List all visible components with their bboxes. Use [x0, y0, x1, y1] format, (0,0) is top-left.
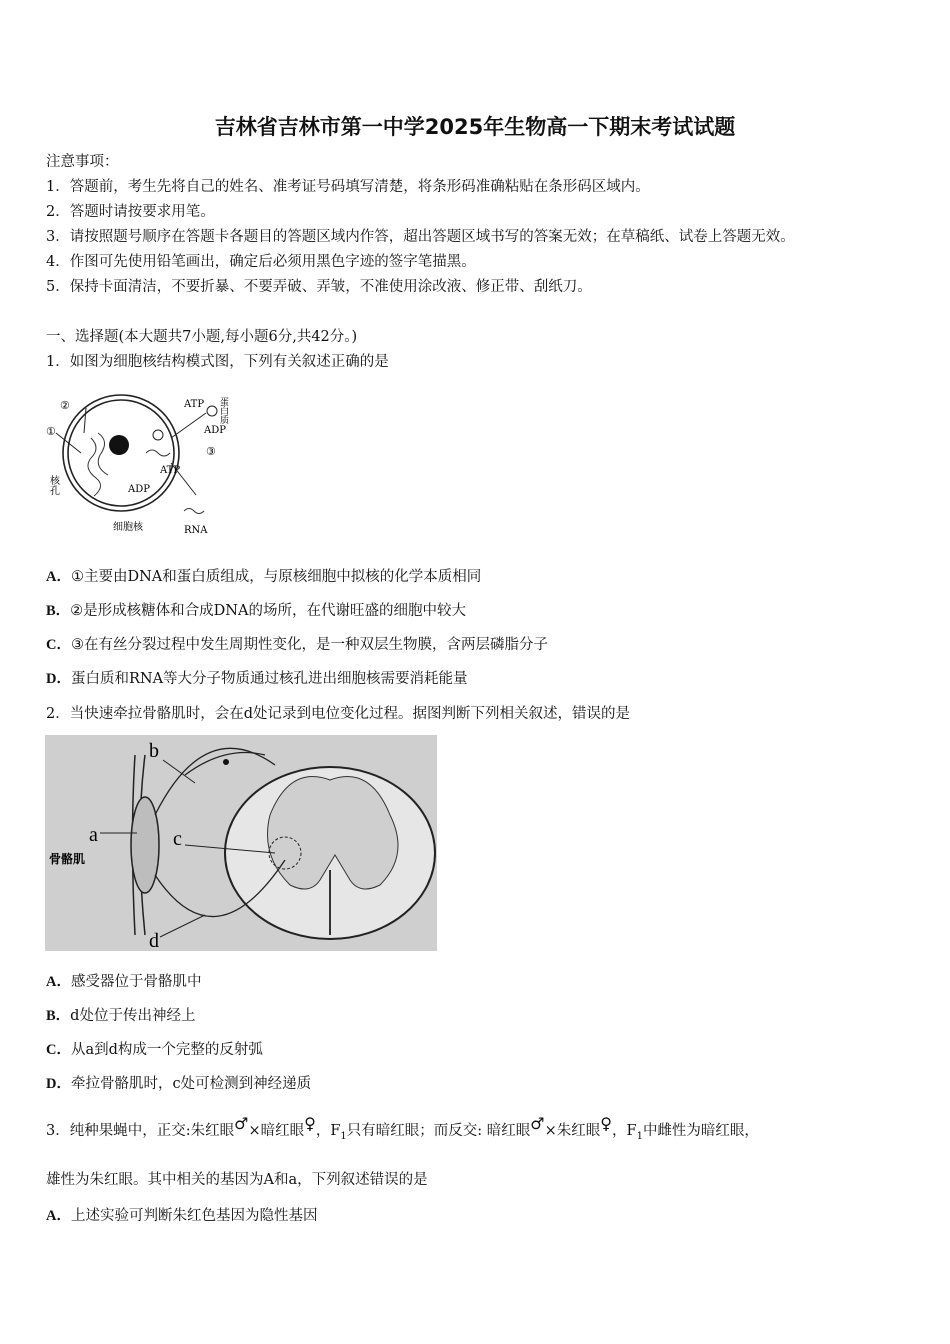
q2-option-a[interactable]: A．感受器位于骨骼肌中 [46, 974, 202, 990]
notice-item: 4．作图可先使用铅笔画出，确定后必须用黑色字迹的签字笔描黑。 [46, 254, 476, 270]
label-rna: RNA [184, 525, 208, 536]
q2-option-c[interactable]: C．从a到d构成一个完整的反射弧 [46, 1042, 263, 1058]
label-nuclear-pore: 核孔 [47, 475, 59, 495]
female-symbol: ♀ [600, 1114, 612, 1133]
label-atp: ATP [184, 399, 205, 410]
label-d: d [149, 930, 159, 951]
question-3-stem-continued: 雄性为朱红眼。其中相关的基因为A和a，下列叙述错误的是 [46, 1172, 428, 1188]
label-b: b [149, 740, 159, 762]
q1-option-b[interactable]: B．②是形成核糖体和合成DNA的场所，在代谢旺盛的细胞中较大 [46, 603, 466, 619]
q2-option-b[interactable]: B．d处位于传出神经上 [46, 1008, 196, 1024]
q3-option-a[interactable]: A．上述实验可判断朱红色基因为隐性基因 [46, 1208, 318, 1224]
q1-option-c[interactable]: C．③在有丝分裂过程中发生周期性变化，是一种双层生物膜，含两层磷脂分子 [46, 637, 548, 653]
q1-option-a[interactable]: A．①主要由DNA和蛋白质组成，与原核细胞中拟核的化学本质相同 [46, 569, 482, 585]
notice-heading: 注意事项： [46, 154, 119, 170]
q1-option-d[interactable]: D．蛋白质和RNA等大分子物质通过核孔进出细胞核需要消耗能量 [46, 671, 468, 687]
label-protein: 蛋白质 [218, 397, 228, 424]
question-3-stem: 3．纯种果蝇中，正交:朱红眼♂×暗红眼♀，$F_1$只有暗红眼；而反交: 暗红眼♂×朱红眼♀，$F_1$中雌性为暗红眼， [46, 1114, 759, 1142]
label-skeletal-muscle: 骨骼肌 [49, 852, 86, 866]
reflex-arc-diagram [45, 735, 437, 951]
female-symbol: ♀ [304, 1114, 316, 1133]
section-heading: 一、选择题(本大题共7小题,每小题6分,共42分。) [46, 329, 358, 345]
question-1-stem: 1．如图为细胞核结构模式图，下列有关叙述正确的是 [46, 354, 389, 370]
label-nucleus: 细胞核 [113, 522, 143, 533]
notice-item: 3．请按照题号顺序在答题卡各题目的答题区域内作答，超出答题区域书写的答案无效；在草稿纸、试卷上答题无效。 [46, 229, 795, 245]
label-a: a [89, 824, 98, 846]
male-symbol: ♂ [530, 1114, 545, 1133]
question-2-stem: 2．当快速牵拉骨骼肌时，会在d处记录到电位变化过程。据图判断下列相关叙述，错误的是 [46, 706, 631, 722]
nucleus-diagram [46, 383, 246, 538]
label-c: c [173, 828, 182, 850]
notice-item: 5．保持卡面清洁，不要折暴、不要弄破、弄皱，不准使用涂改液、修正带、刮纸刀。 [46, 279, 592, 295]
label-adp: ADP [204, 425, 226, 436]
label-circle-3: ③ [206, 445, 216, 458]
notice-item: 1．答题前，考生先将自己的姓名、准考证号码填写清楚，将条形码准确粘贴在条形码区域内。 [46, 179, 650, 195]
label-atp: ATP [160, 465, 181, 476]
label-circle-2: ② [60, 399, 70, 412]
male-symbol: ♂ [234, 1114, 249, 1133]
notice-item: 2．答题时请按要求用笔。 [46, 204, 215, 220]
label-circle-1: ① [46, 425, 56, 438]
page-title: 吉林省吉林市第一中学2025年生物高一下期末考试试题 [214, 115, 736, 139]
label-adp: ADP [128, 484, 150, 495]
q2-option-d[interactable]: D．牵拉骨骼肌时，c处可检测到神经递质 [46, 1076, 312, 1092]
